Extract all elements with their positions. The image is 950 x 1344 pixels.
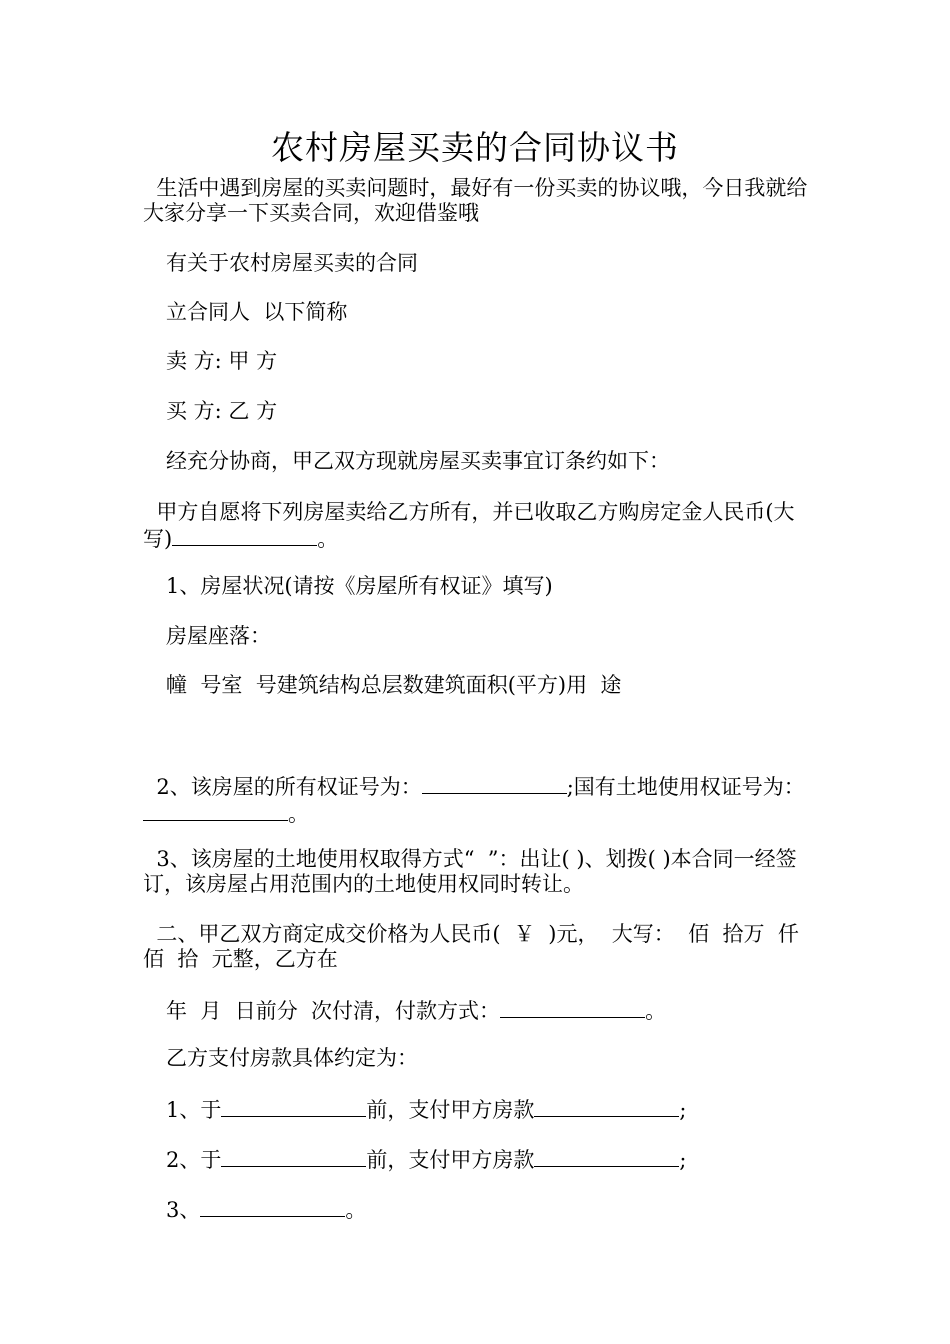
item1-blank-date	[221, 1096, 366, 1117]
paragraph-contract-about: 有关于农村房屋买卖的合同	[166, 251, 418, 275]
item1-blank-amount	[534, 1096, 679, 1117]
certificate-blank-2	[143, 800, 288, 821]
paragraph-land-use: 3、该房屋的土地使用权取得方式“ ”：出让( )、划拨( )本合同一经签订，该房屋占用范围内的土地使用权同时转让。	[143, 847, 797, 896]
paragraph-payment-item-1	[166, 1096, 813, 1123]
deposit-text: 甲方自愿将下列房屋卖给乙方所有，并已收取乙方购房定金人民币(大写)	[143, 500, 795, 551]
paragraph-buyer: 买 方: 乙 方	[166, 399, 278, 423]
certificate-blank-1	[422, 773, 567, 794]
item2-text-a: 2、于	[166, 1148, 222, 1172]
item2-text-b: 前，支付甲方房款	[366, 1148, 535, 1172]
item1-text-a: 1、于	[166, 1098, 222, 1122]
document-title: 农村房屋买卖的合同协议书	[271, 128, 679, 167]
paragraph-deposit	[143, 500, 813, 552]
paragraph-location: 房屋座落：	[166, 624, 271, 648]
item2-blank-date	[221, 1146, 366, 1167]
paragraph-payment-item-2	[166, 1146, 813, 1173]
deposit-blank	[172, 525, 317, 546]
certificate-text-a: 2、该房屋的所有权证号为：	[143, 775, 422, 799]
item3-end: 。	[345, 1198, 367, 1222]
item3-blank	[200, 1196, 345, 1217]
paragraph-house-details: 幢 号室 号建筑结构总层数建筑面积(平方)用 途	[166, 673, 622, 697]
item2-end: ;	[679, 1148, 687, 1172]
payment-text: 年 月 日前分 次付清，付款方式：	[166, 999, 501, 1023]
paragraph-payment-terms: 乙方支付房款具体约定为：	[166, 1046, 418, 1070]
intro-paragraph: 生活中遇到房屋的买卖问题时，最好有一份买卖的协议哦，今日我就给大家分享一下买卖合同，欢迎借鉴哦	[143, 176, 808, 225]
paragraph-house-status: 1、房屋状况(请按《房屋所有权证》填写)	[166, 574, 553, 598]
item1-end: ;	[679, 1098, 687, 1122]
paragraph-price: 二、甲乙双方商定成交价格为人民币( ￥ )元， 大写： 佰 拾万 仟 佰 拾 元整，乙方在	[143, 922, 813, 971]
deposit-end: 。	[317, 527, 339, 551]
payment-end: 。	[645, 999, 667, 1023]
paragraph-payment-item-3	[166, 1196, 813, 1223]
item2-blank-amount	[534, 1146, 679, 1167]
payment-blank	[500, 997, 645, 1018]
paragraph-parties: 立合同人 以下简称	[166, 300, 348, 324]
certificate-text-b: ;国有土地使用权证号为：	[566, 775, 805, 799]
certificate-end: 。	[288, 802, 309, 826]
paragraph-seller: 卖 方: 甲 方	[166, 349, 278, 373]
item3-text-a: 3、	[166, 1198, 201, 1222]
paragraph-certificate	[143, 773, 813, 827]
paragraph-agreement: 经充分协商，甲乙双方现就房屋买卖事宜订条约如下：	[166, 449, 670, 473]
paragraph-payment-method	[166, 997, 813, 1024]
item1-text-b: 前，支付甲方房款	[366, 1098, 535, 1122]
